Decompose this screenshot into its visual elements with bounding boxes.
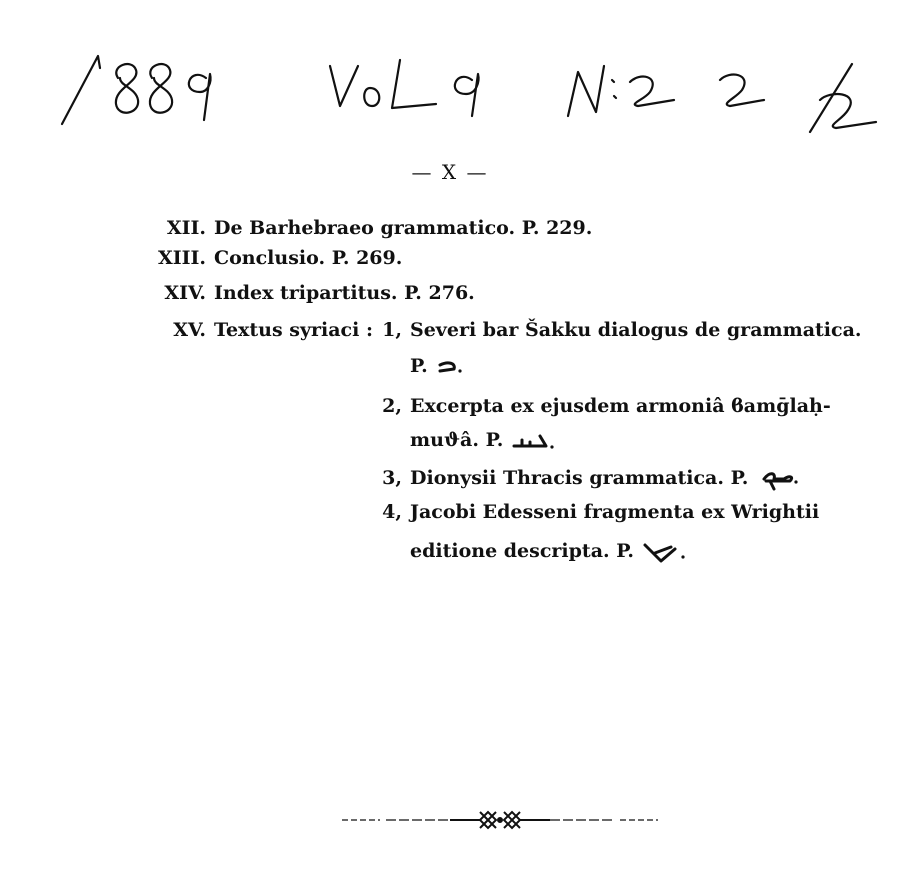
toc-subitem-text: muϑâ. P. xyxy=(410,429,504,451)
toc-subitem-text: editione descripta. P. xyxy=(410,540,635,562)
toc-entry-number: XII. xyxy=(166,217,206,239)
ornamental-rule xyxy=(340,808,660,832)
toc-subitem-1-continuation xyxy=(410,355,464,377)
toc-entry-number: XIV. xyxy=(164,282,206,304)
toc-subitem-number: 3, xyxy=(382,467,402,489)
syriac-numeral-glyph xyxy=(760,465,800,491)
toc-subitem-number: 2, xyxy=(382,395,402,417)
ornamental-rule-drawing xyxy=(340,808,660,832)
toc-subitem-text: Jacobi Edesseni fragmenta ex Wrightii xyxy=(410,501,820,523)
toc-entry-number: XV. xyxy=(173,319,206,341)
syriac-numeral-glyph xyxy=(641,537,687,567)
toc-subitem-text: Severi bar Šakku dialogus de grammatica. xyxy=(410,319,862,341)
handwritten-note-drawing xyxy=(40,36,880,136)
syriac-numeral-glyph xyxy=(510,430,556,452)
toc-entry-text: De Barhebraeo grammatico. P. 229. xyxy=(214,217,593,239)
toc-entry-number: XIII. xyxy=(157,247,206,269)
handwritten-note xyxy=(40,36,880,136)
page-number: — X — xyxy=(411,160,489,184)
syriac-numeral-glyph xyxy=(434,357,464,377)
toc-subitem-number: 1, xyxy=(382,319,402,341)
toc-subitem-4-continuation xyxy=(410,537,687,567)
toc-entry-text: Index tripartitus. P. 276. xyxy=(214,282,475,304)
toc-subitem-text: P. xyxy=(410,355,428,377)
toc-subitem-2-continuation xyxy=(410,429,556,452)
toc-subitem-text: Excerpta ex ejusdem armoniâ ϐamḡlaḥ- xyxy=(410,395,831,417)
toc-subitem-number: 4, xyxy=(382,501,402,523)
toc-entry-text: Textus syriaci : xyxy=(214,319,373,341)
toc-entry-text: Conclusio. P. 269. xyxy=(214,247,403,269)
toc-subitem-text: Dionysii Thracis grammatica. P. xyxy=(410,467,749,489)
